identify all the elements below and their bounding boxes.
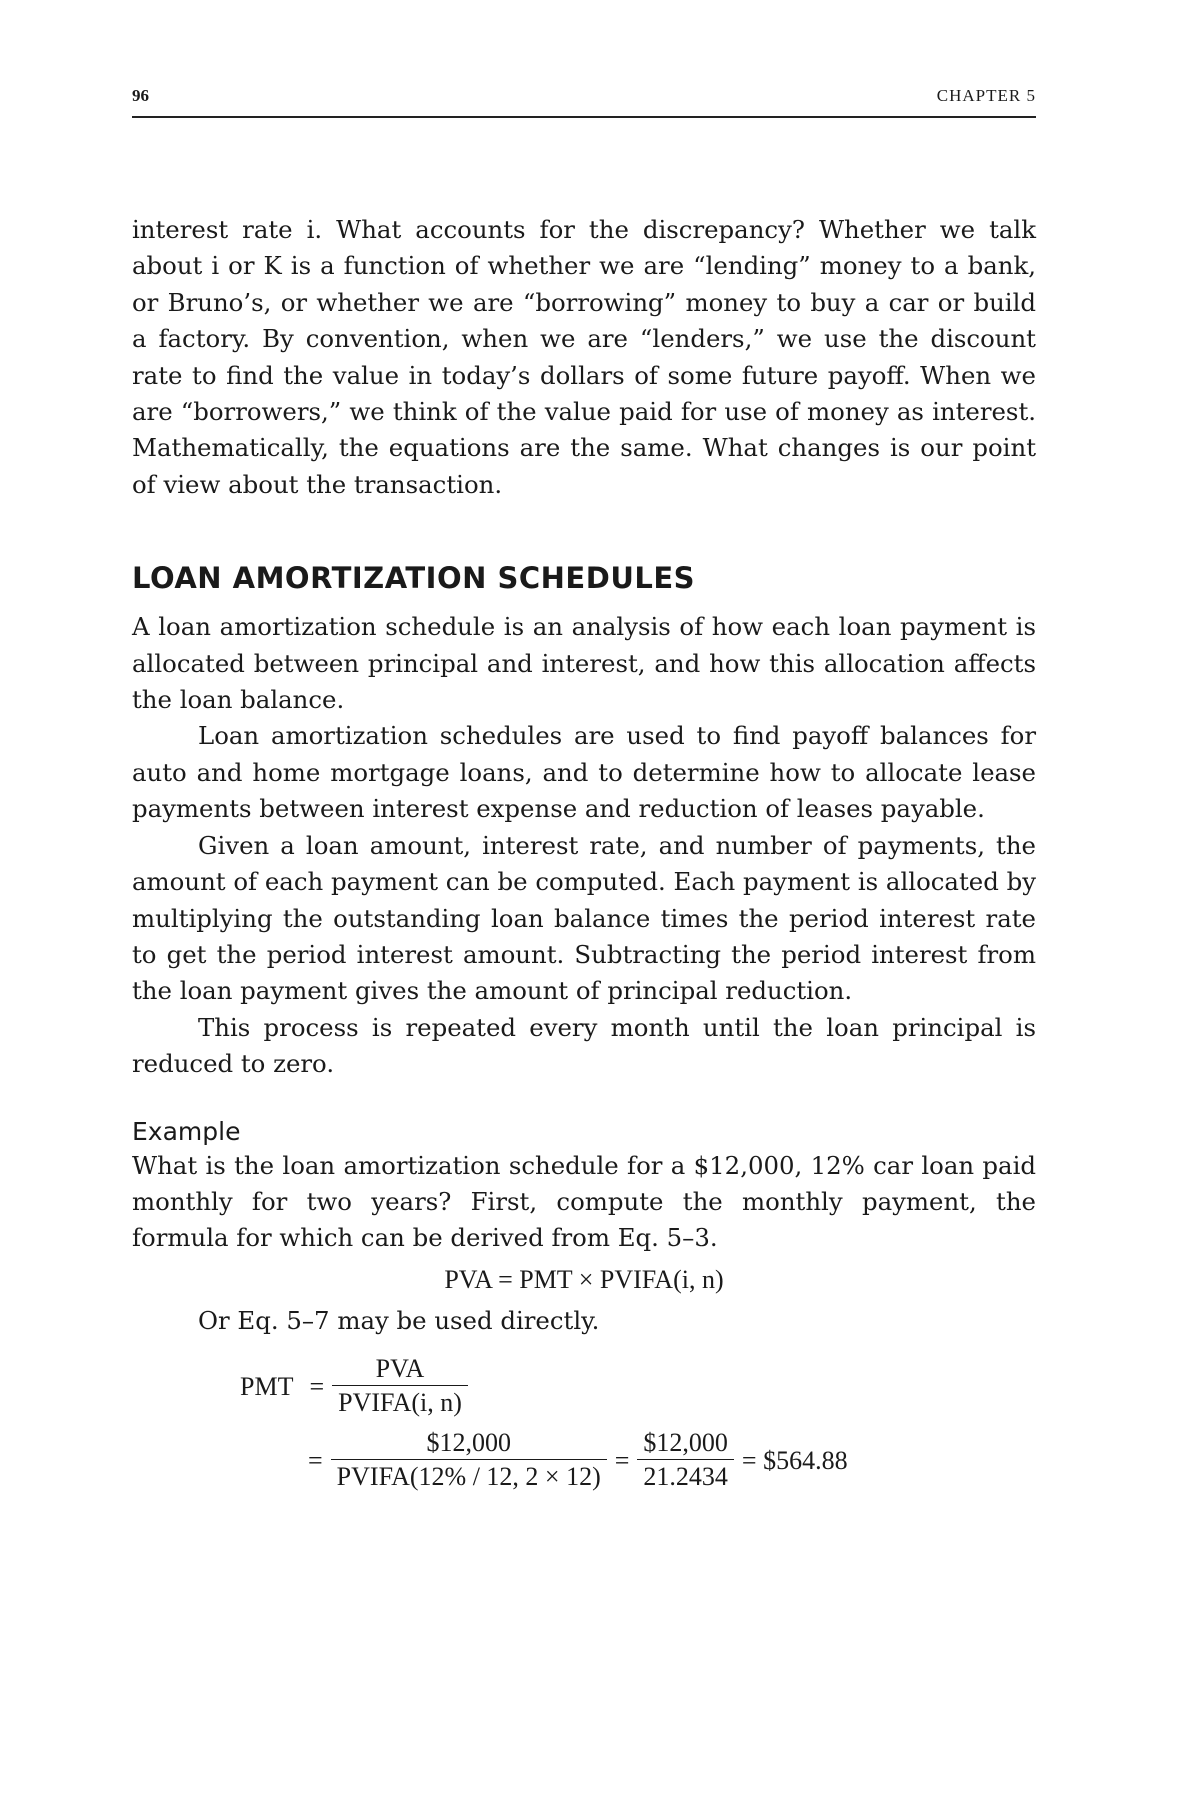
body-paragraph: This process is repeated every month until the loan principal is reduced to zero. [132, 1012, 1036, 1079]
example-question: What is the loan amortization schedule for a $12,000, 12% car loan paid monthly for two years? First, compute the monthly payment, the formula for which can be derived from Eq. 5–3. [132, 1150, 1036, 1253]
fraction-denominator: PVIFA(i, n) [338, 1388, 462, 1418]
equals-sign: = [308, 1445, 323, 1475]
fraction-pva [332, 1353, 468, 1420]
chapter-label: CHAPTER 5 [936, 86, 1036, 105]
equals-sign: = [614, 1445, 630, 1475]
body-paragraph: A loan amortization schedule is an analysis of how each loan payment is allocated between principal and interest, and how this allocation affects the loan balance. [132, 612, 1036, 715]
formula-lhs: PMT [240, 1371, 294, 1401]
intro-paragraph: interest rate i. What accounts for the discrepancy? Whether we talk about i or K is a function of whether we are “lending” money to a bank, or Bruno’s, or whether we are “borrowing” money to buy a car or build a factory. By convention, when we are “lenders,” we use the discount rate to find the value in today’s dollars of some future payoff. When we are “borrowers,” we think of the value paid for use of money as interest. Mathematically, the equations are the same. What changes is our point of view about the transaction. [132, 215, 1036, 499]
fraction-numerator: $12,000 [331, 1427, 607, 1460]
body-paragraph: Given a loan amount, interest rate, and number of payments, the amount of each payment can be computed. Each payment is allocated by multiplying the outstanding loan balance times the period interest rate to get the period interest amount. Subtracting the period interest from the loan payment gives the amount of principal reduction. [132, 830, 1036, 1006]
page-number: 96 [132, 86, 149, 105]
payment-result: = $564.88 [741, 1445, 848, 1475]
running-header [132, 86, 1036, 118]
page-body [132, 212, 1036, 1499]
equation-pva: PVA = PMT × PVIFA(i, n) [444, 1264, 724, 1294]
section-heading: LOAN AMORTIZATION SCHEDULES [132, 561, 696, 596]
fraction-numerator: $12,000 [637, 1427, 734, 1460]
body-paragraph: Loan amortization schedules are used to find payoff balances for auto and home mortgage loans, and to determine how to allocate lease payments between interest expense and reduction of leases payable. [132, 721, 1036, 824]
fraction-numerator: PVA [332, 1353, 468, 1386]
fraction-denominator: PVIFA(12% / 12, 2 × 12) [336, 1462, 601, 1492]
fraction-denominator: 21.2434 [643, 1462, 728, 1492]
equals-sign: = [309, 1371, 325, 1401]
equation-note: Or Eq. 5–7 may be used directly. [198, 1305, 600, 1335]
example-heading: Example [132, 1116, 241, 1146]
fraction-loan [331, 1427, 607, 1494]
fraction-factor [637, 1427, 734, 1494]
pmt-formula [132, 1349, 1036, 1499]
